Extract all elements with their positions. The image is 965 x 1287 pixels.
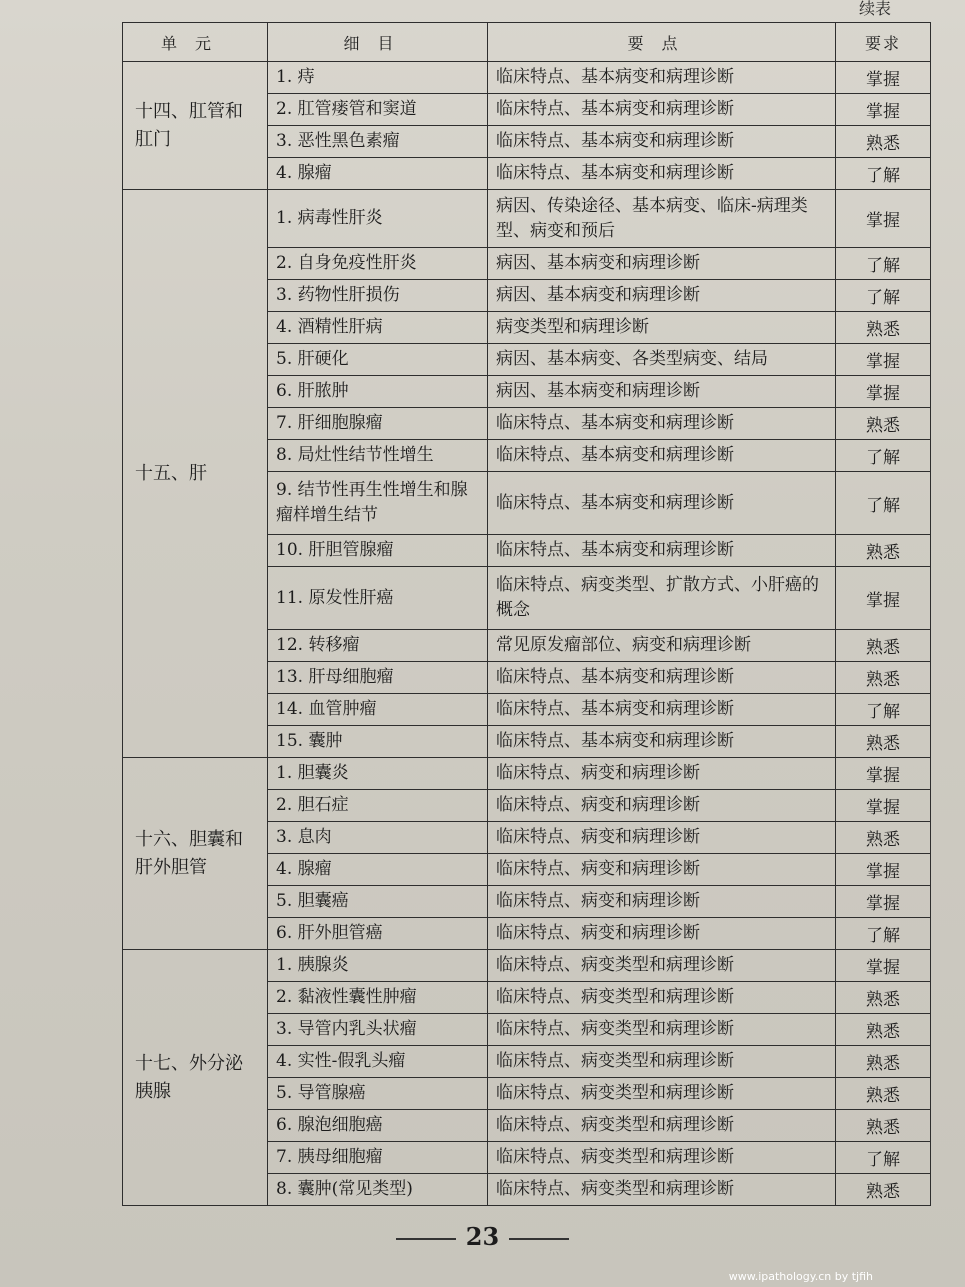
point-cell: 临床特点、病变类型和病理诊断 [488, 1078, 836, 1110]
item-cell: 3. 息肉 [268, 822, 488, 854]
point-cell: 常见原发瘤部位、病变和病理诊断 [488, 630, 836, 662]
watermark: www.ipathology.cn by tjfih [728, 1270, 873, 1283]
item-cell: 4. 实性-假乳头瘤 [268, 1046, 488, 1078]
item-cell: 1. 胆囊炎 [268, 758, 488, 790]
page-number: 23 [465, 1222, 500, 1251]
item-cell: 1. 病毒性肝炎 [268, 190, 488, 248]
table-row [123, 950, 931, 982]
point-cell: 临床特点、病变类型和病理诊断 [488, 1014, 836, 1046]
requirement-cell: 掌握 [836, 950, 931, 982]
item-cell: 12. 转移瘤 [268, 630, 488, 662]
table-body [123, 62, 931, 1206]
point-cell: 病因、基本病变和病理诊断 [488, 248, 836, 280]
table-header-row [123, 23, 931, 62]
item-cell: 5. 导管腺癌 [268, 1078, 488, 1110]
unit-name: 十七、外分泌胰腺 [123, 950, 268, 1206]
item-cell: 10. 肝胆管腺瘤 [268, 535, 488, 567]
requirement-cell: 了解 [836, 158, 931, 190]
point-cell: 临床特点、病变类型和病理诊断 [488, 1174, 836, 1206]
header-item: 细目 [268, 23, 488, 62]
requirement-cell: 了解 [836, 280, 931, 312]
syllabus-table [122, 22, 931, 1206]
item-cell: 5. 肝硬化 [268, 344, 488, 376]
item-cell: 13. 肝母细胞瘤 [268, 662, 488, 694]
requirement-cell: 熟悉 [836, 982, 931, 1014]
requirement-cell: 熟悉 [836, 1014, 931, 1046]
item-cell: 1. 胰腺炎 [268, 950, 488, 982]
point-cell: 临床特点、基本病变和病理诊断 [488, 472, 836, 535]
point-cell: 临床特点、基本病变和病理诊断 [488, 408, 836, 440]
page-footer [0, 1222, 965, 1251]
item-cell: 2. 胆石症 [268, 790, 488, 822]
requirement-cell: 掌握 [836, 94, 931, 126]
point-cell: 临床特点、病变类型和病理诊断 [488, 1046, 836, 1078]
table-row [123, 758, 931, 790]
point-cell: 临床特点、基本病变和病理诊断 [488, 126, 836, 158]
unit-name: 十五、肝 [123, 190, 268, 758]
point-cell: 临床特点、基本病变和病理诊断 [488, 535, 836, 567]
item-cell: 4. 酒精性肝病 [268, 312, 488, 344]
point-cell: 临床特点、病变和病理诊断 [488, 790, 836, 822]
unit-name: 十四、肛管和肛门 [123, 62, 268, 190]
point-cell: 病因、基本病变、各类型病变、结局 [488, 344, 836, 376]
item-cell: 3. 导管内乳头状瘤 [268, 1014, 488, 1046]
requirement-cell: 掌握 [836, 854, 931, 886]
requirement-cell: 了解 [836, 440, 931, 472]
requirement-cell: 熟悉 [836, 312, 931, 344]
requirement-cell: 熟悉 [836, 126, 931, 158]
point-cell: 临床特点、病变和病理诊断 [488, 854, 836, 886]
requirement-cell: 掌握 [836, 567, 931, 630]
requirement-cell: 熟悉 [836, 1174, 931, 1206]
item-cell: 7. 肝细胞腺瘤 [268, 408, 488, 440]
point-cell: 临床特点、病变类型、扩散方式、小肝癌的概念 [488, 567, 836, 630]
item-cell: 6. 肝脓肿 [268, 376, 488, 408]
point-cell: 临床特点、基本病变和病理诊断 [488, 662, 836, 694]
requirement-cell: 掌握 [836, 886, 931, 918]
item-cell: 4. 腺瘤 [268, 854, 488, 886]
requirement-cell: 掌握 [836, 790, 931, 822]
item-cell: 3. 恶性黑色素瘤 [268, 126, 488, 158]
point-cell: 临床特点、病变和病理诊断 [488, 918, 836, 950]
point-cell: 病因、传染途径、基本病变、临床-病理类型、病变和预后 [488, 190, 836, 248]
item-cell: 8. 局灶性结节性增生 [268, 440, 488, 472]
requirement-cell: 熟悉 [836, 1078, 931, 1110]
requirement-cell: 掌握 [836, 758, 931, 790]
item-cell: 2. 肛管瘘管和窦道 [268, 94, 488, 126]
item-cell: 9. 结节性再生性增生和腺瘤样增生结节 [268, 472, 488, 535]
requirement-cell: 了解 [836, 472, 931, 535]
requirement-cell: 熟悉 [836, 1110, 931, 1142]
item-cell: 6. 肝外胆管癌 [268, 918, 488, 950]
item-cell: 2. 黏液性囊性肿瘤 [268, 982, 488, 1014]
point-cell: 临床特点、病变类型和病理诊断 [488, 950, 836, 982]
header-point: 要点 [488, 23, 836, 62]
point-cell: 临床特点、病变和病理诊断 [488, 822, 836, 854]
item-cell: 2. 自身免疫性肝炎 [268, 248, 488, 280]
point-cell: 病因、基本病变和病理诊断 [488, 280, 836, 312]
item-cell: 4. 腺瘤 [268, 158, 488, 190]
point-cell: 临床特点、基本病变和病理诊断 [488, 440, 836, 472]
point-cell: 临床特点、基本病变和病理诊断 [488, 94, 836, 126]
item-cell: 14. 血管肿瘤 [268, 694, 488, 726]
requirement-cell: 熟悉 [836, 1046, 931, 1078]
requirement-cell: 掌握 [836, 376, 931, 408]
point-cell: 病因、基本病变和病理诊断 [488, 376, 836, 408]
requirement-cell: 了解 [836, 1142, 931, 1174]
point-cell: 临床特点、病变和病理诊断 [488, 758, 836, 790]
footer-rule-right [509, 1238, 569, 1240]
point-cell: 临床特点、病变和病理诊断 [488, 886, 836, 918]
requirement-cell: 了解 [836, 918, 931, 950]
point-cell: 临床特点、病变类型和病理诊断 [488, 1142, 836, 1174]
requirement-cell: 了解 [836, 248, 931, 280]
requirement-cell: 熟悉 [836, 408, 931, 440]
item-cell: 1. 痔 [268, 62, 488, 94]
requirement-cell: 掌握 [836, 62, 931, 94]
point-cell: 临床特点、基本病变和病理诊断 [488, 726, 836, 758]
requirement-cell: 熟悉 [836, 630, 931, 662]
requirement-cell: 掌握 [836, 344, 931, 376]
requirement-cell: 熟悉 [836, 662, 931, 694]
point-cell: 临床特点、病变类型和病理诊断 [488, 1110, 836, 1142]
point-cell: 临床特点、基本病变和病理诊断 [488, 62, 836, 94]
requirement-cell: 了解 [836, 694, 931, 726]
requirement-cell: 熟悉 [836, 535, 931, 567]
point-cell: 病变类型和病理诊断 [488, 312, 836, 344]
point-cell: 临床特点、基本病变和病理诊断 [488, 694, 836, 726]
header-unit: 单元 [123, 23, 268, 62]
requirement-cell: 熟悉 [836, 726, 931, 758]
table-row [123, 62, 931, 94]
requirement-cell: 掌握 [836, 190, 931, 248]
item-cell: 3. 药物性肝损伤 [268, 280, 488, 312]
point-cell: 临床特点、基本病变和病理诊断 [488, 158, 836, 190]
unit-name: 十六、胆囊和肝外胆管 [123, 758, 268, 950]
item-cell: 6. 腺泡细胞癌 [268, 1110, 488, 1142]
item-cell: 5. 胆囊癌 [268, 886, 488, 918]
item-cell: 8. 囊肿(常见类型) [268, 1174, 488, 1206]
item-cell: 15. 囊肿 [268, 726, 488, 758]
item-cell: 7. 胰母细胞瘤 [268, 1142, 488, 1174]
item-cell: 11. 原发性肝癌 [268, 567, 488, 630]
requirement-cell: 熟悉 [836, 822, 931, 854]
footer-rule-left [396, 1238, 456, 1240]
point-cell: 临床特点、病变类型和病理诊断 [488, 982, 836, 1014]
table-row [123, 190, 931, 248]
header-requirement: 要求 [836, 23, 931, 62]
continued-label: 续表 [858, 0, 891, 18]
